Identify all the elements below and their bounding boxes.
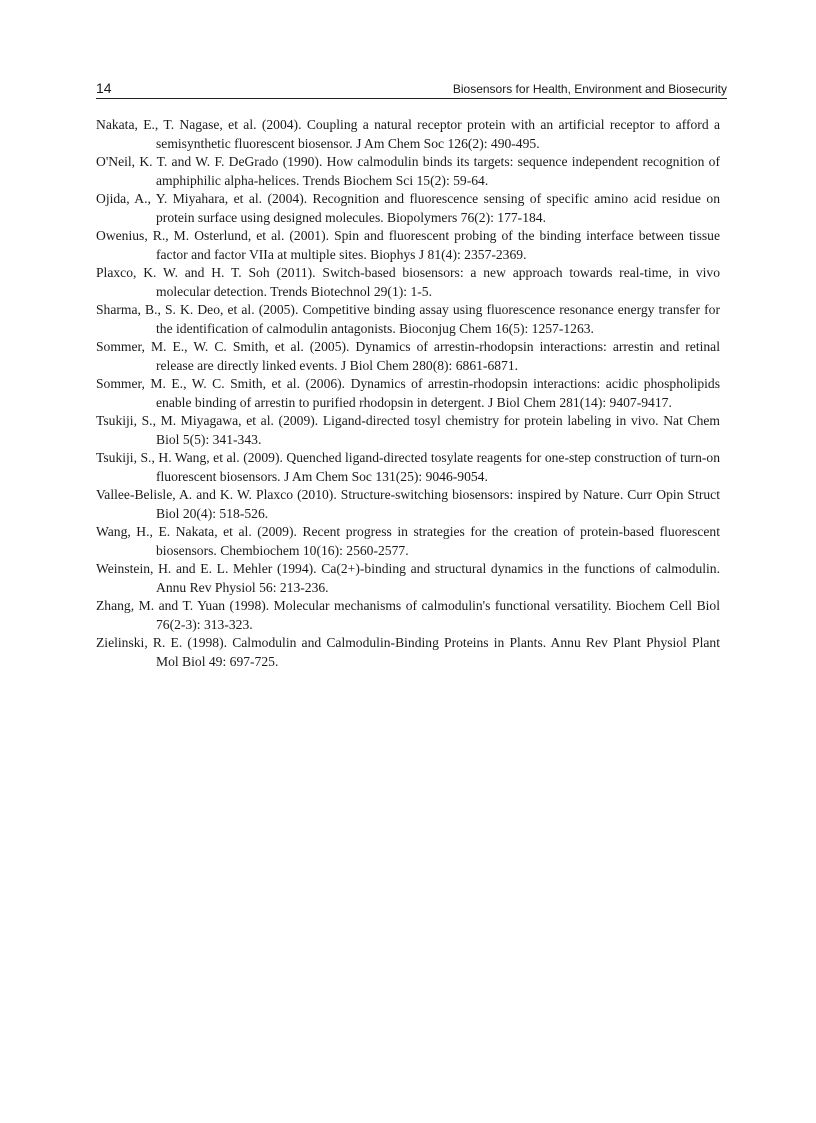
reference-entry: Sommer, M. E., W. C. Smith, et al. (2006). Dynamics of arrestin-rhodopsin interactions: acidic phospholipids enable binding of arrestin to purified rhodopsin in detergent. J Biol Chem 281(14): 9407-9417.: [96, 376, 720, 410]
reference-entry: Wang, H., E. Nakata, et al. (2009). Recent progress in strategies for the creation of protein-based fluorescent biosensors. Chembiochem 10(16): 2560-2577.: [96, 524, 720, 558]
reference-entry: Tsukiji, S., H. Wang, et al. (2009). Quenched ligand-directed tosylate reagents for one-step construction of turn-on fluorescent biosensors. J Am Chem Soc 131(25): 9046-9054.: [96, 450, 720, 484]
reference-entry: Tsukiji, S., M. Miyagawa, et al. (2009). Ligand-directed tosyl chemistry for protein labeling in vivo. Nat Chem Biol 5(5): 341-343.: [96, 413, 720, 447]
page-number: 14: [96, 80, 112, 96]
reference-entry: Zhang, M. and T. Yuan (1998). Molecular mechanisms of calmodulin's functional versatility. Biochem Cell Biol 76(2-3): 313-323.: [96, 598, 720, 632]
reference-entry: Plaxco, K. W. and H. T. Soh (2011). Switch-based biosensors: a new approach towards real-time, in vivo molecular detection. Trends Biotechnol 29(1): 1-5.: [96, 265, 720, 299]
reference-entry: Owenius, R., M. Osterlund, et al. (2001). Spin and fluorescent probing of the binding interface between tissue factor and factor VIIa at multiple sites. Biophys J 81(4): 2357-2369.: [96, 228, 720, 262]
reference-entry: Ojida, A., Y. Miyahara, et al. (2004). Recognition and fluorescence sensing of specific amino acid residue on protein surface using designed molecules. Biopolymers 76(2): 177-184.: [96, 191, 720, 225]
reference-list: [96, 116, 720, 671]
reference-entry: Sommer, M. E., W. C. Smith, et al. (2005). Dynamics of arrestin-rhodopsin interactions: arrestin and retinal release are directly linked events. J Biol Chem 280(8): 6861-6871.: [96, 339, 720, 373]
reference-entry: Sharma, B., S. K. Deo, et al. (2005). Competitive binding assay using fluorescence resonance energy transfer for the identification of calmodulin antagonists. Bioconjug Chem 16(5): 1257-1263.: [96, 302, 720, 336]
reference-entry: Weinstein, H. and E. L. Mehler (1994). Ca(2+)-binding and structural dynamics in the functions of calmodulin. Annu Rev Physiol 56: 213-236.: [96, 561, 720, 595]
running-title: Biosensors for Health, Environment and Biosecurity: [452, 82, 727, 96]
reference-entry: O'Neil, K. T. and W. F. DeGrado (1990). How calmodulin binds its targets: sequence independent recognition of amphiphilic alpha-helices. Trends Biochem Sci 15(2): 59-64.: [96, 154, 720, 188]
reference-entry: Vallee-Belisle, A. and K. W. Plaxco (2010). Structure-switching biosensors: inspired by Nature. Curr Opin Struct Biol 20(4): 518-526.: [96, 487, 720, 521]
reference-entry: Zielinski, R. E. (1998). Calmodulin and Calmodulin-Binding Proteins in Plants. Annu Rev Plant Physiol Plant Mol Biol 49: 697-725.: [96, 635, 720, 669]
reference-entry: Nakata, E., T. Nagase, et al. (2004). Coupling a natural receptor protein with an artificial receptor to afford a semisynthetic fluorescent biosensor. J Am Chem Soc 126(2): 490-495.: [96, 117, 720, 151]
page-header: [96, 78, 727, 99]
